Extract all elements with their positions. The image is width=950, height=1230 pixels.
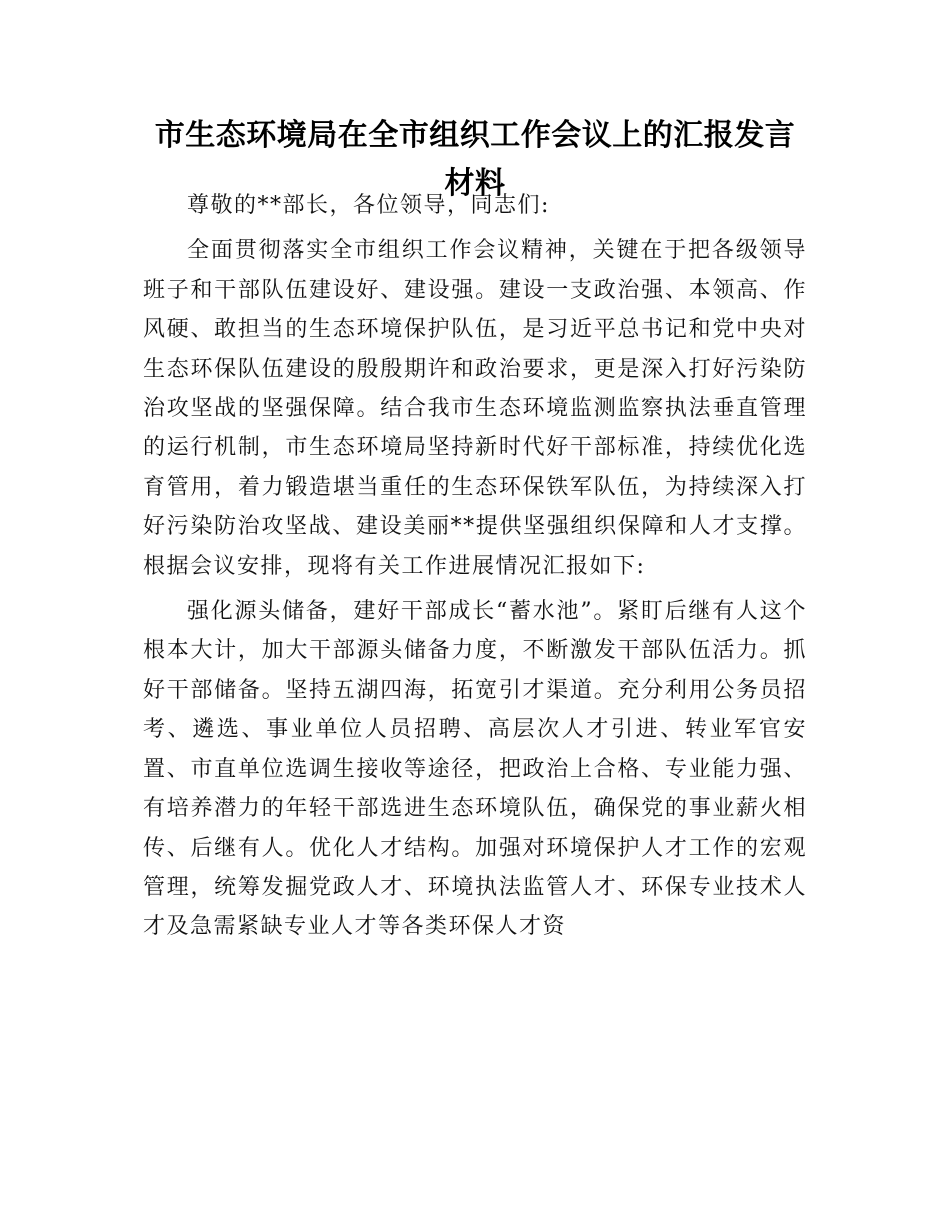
- paragraph-talent-reserve: 强化源头储备，建好干部成长“蓄水池”。紧盯后继有人这个根本大计，加大干部源头储备力度，不断激发干部队伍活力。抓好干部储备。坚持五湖四海，拓宽引才渠道。充分利用公务员招考、遴选、事业单位人员招聘、高层次人才引进、转业军官安置、市直单位选调生接收等途径，把政治上合格、专业能力强、有培养潜力的年轻干部选进生态环境队伍，确保党的事业薪火相传、后继有人。优化人才结构。加强对环境保护人才工作的宏观管理，统筹发掘党政人才、环境执法监管人才、环保专业技术人才及急需紧缺专业人才等各类环保人才资: [143, 599, 807, 940]
- paragraph-introduction: 全面贯彻落实全市组织工作会议精神，关键在于把各级领导班子和干部队伍建设好、建设强。建设一支政治强、本领高、作风硬、敢担当的生态环境保护队伍，是习近平总书记和党中央对生态环保队伍建设的殷殷期许和政治要求，更是深入打好污染防治攻坚战的坚强保障。结合我市生态环境监测监察执法垂直管理的运行机制，市生态环境局坚持新时代好干部标准，持续优化选育管用，着力锻造堪当重任的生态环保铁军队伍，为持续深入打好污染防治攻坚战、建设美丽**提供坚强组织保障和人才支撑。根据会议安排，现将有关工作进展情况汇报如下:: [143, 238, 807, 579]
- document-body: [143, 186, 807, 947]
- salutation: 尊敬的**部长，各位领导，同志们:: [187, 193, 550, 218]
- document-title: 市生态环境局在全市组织工作会议上的汇报发言材料: [154, 118, 796, 201]
